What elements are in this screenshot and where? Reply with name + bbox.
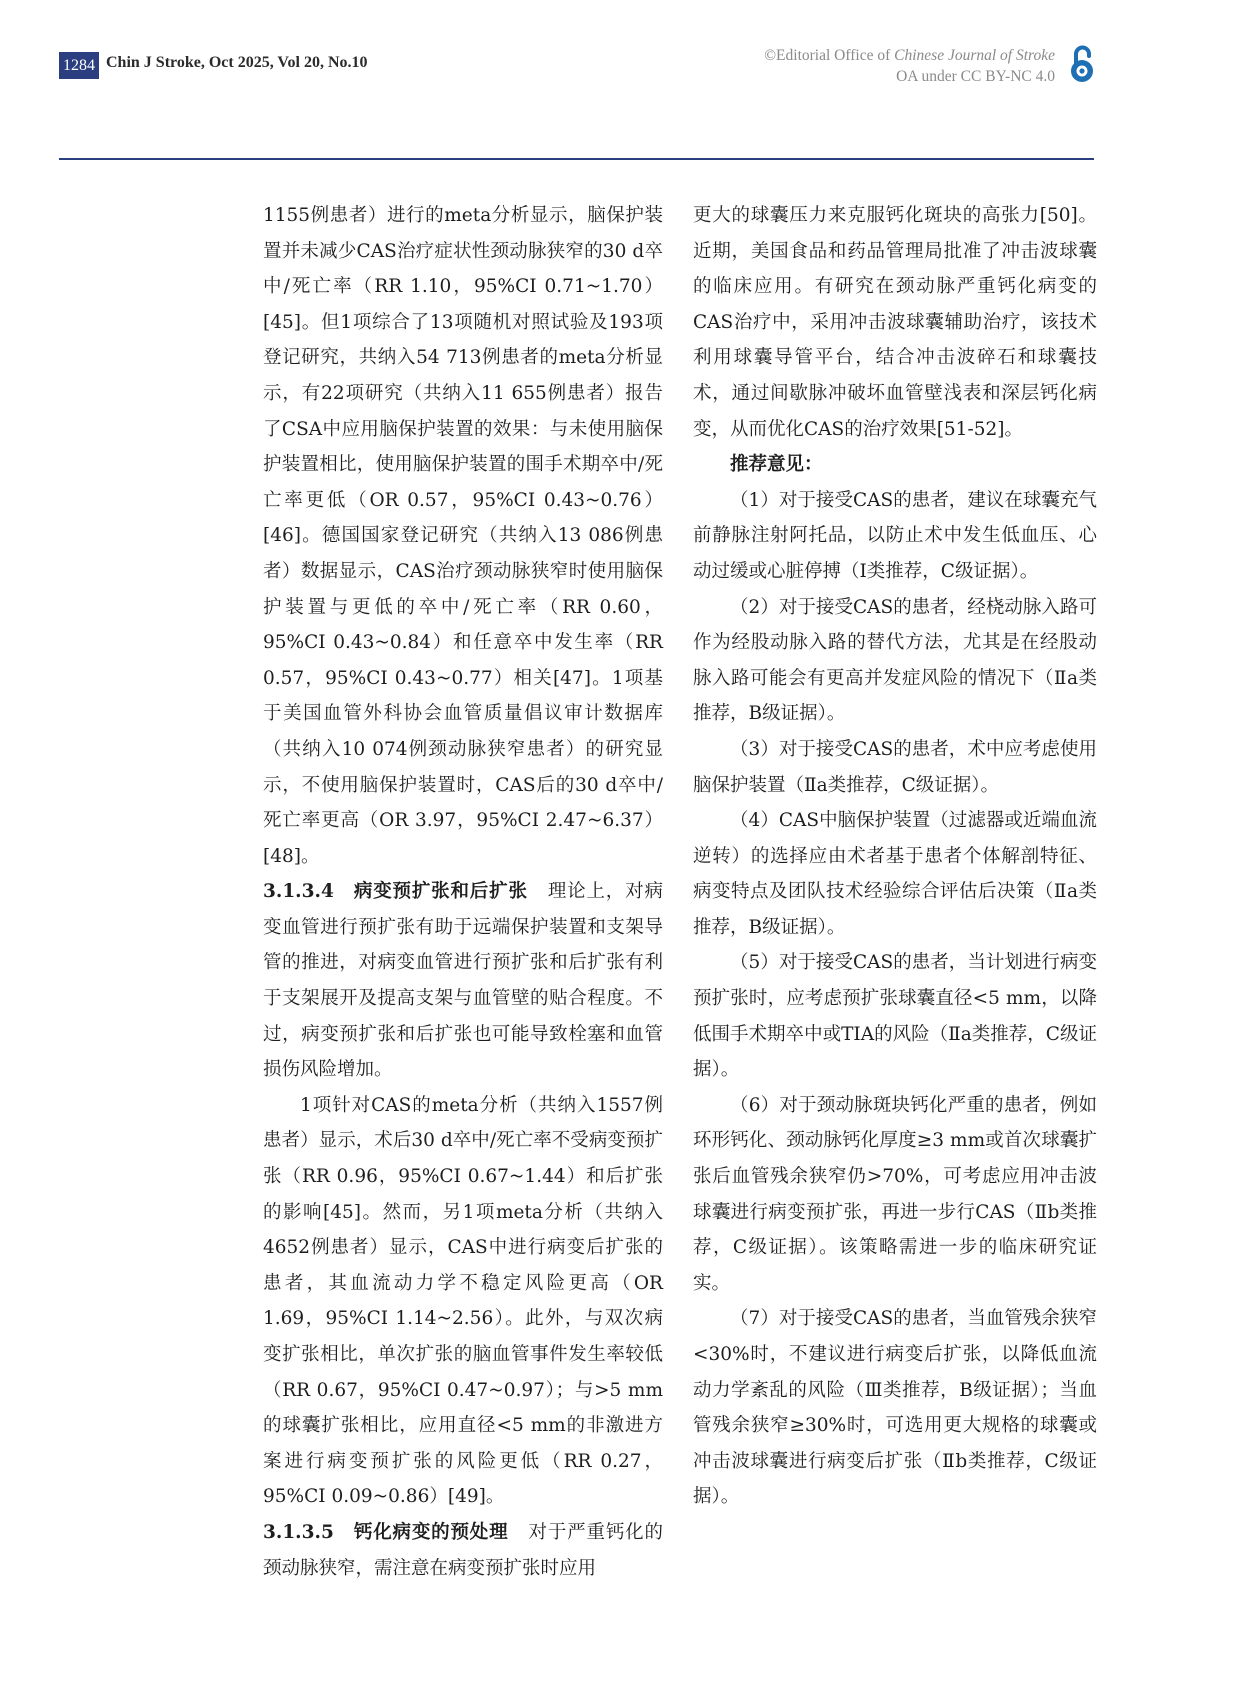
copyright-notice: [764, 45, 1055, 87]
section-text: 对于严重钙化的颈动脉狭窄，需注意在病变预扩张时应用: [263, 1521, 663, 1579]
section-3-1-3-4: [263, 874, 663, 1088]
page-number: 1284: [59, 52, 99, 79]
open-access-lock-icon: [1067, 44, 1097, 84]
license-text: OA under CC BY-NC 4.0: [896, 68, 1055, 85]
copyright-line: [764, 45, 1055, 66]
journal-reference: Chin J Stroke, Oct 2025, Vol 20, No.10: [106, 54, 368, 71]
recommendations-heading: 推荐意见：: [730, 454, 823, 476]
copyright-journal-name: Chinese Journal of Stroke: [894, 47, 1055, 64]
right-column: [693, 198, 1097, 1515]
left-column: [263, 198, 663, 1586]
section-3-1-3-5: [263, 1515, 663, 1586]
body-paragraph: 更大的球囊压力来克服钙化斑块的高张力[50]。近期，美国食品和药品管理局批准了冲击波球囊的临床应用。有研究在颈动脉严重钙化病变的CAS治疗中，采用冲击波球囊辅助治疗，该技术利用球囊导管平台，结合冲击波碎石和球囊技术，通过间歇脉冲破坏血管壁浅表和深层钙化病变，从而优化CAS的治疗效果[51-52]。: [693, 205, 1097, 440]
body-paragraph: 1155例患者）进行的meta分析显示，脑保护装置并未减少CAS治疗症状性颈动脉狭窄的30 d卒中/死亡率（RR 1.10，95%CI 0.71~1.70）[45]。但1项综合了13项随机对照试验及193项登记研究，共纳入54 713例患者的meta分析显示，有22项研究（共纳入11 655例患者）报告了CSA中应用脑保护装置的效果：与未使用脑保护装置相比，使用脑保护装置的围手术期卒中/死亡率更低（OR 0.57，95%CI 0.43~0.76）[46]。德国国家登记研究（共纳入13 086例患者）数据显示，CAS治疗颈动脉狭窄时使用脑保护装置与更低的卒中/死亡率（RR 0.60，95%CI 0.43~0.84）和任意卒中发生率（RR 0.57，95%CI 0.43~0.77）相关[47]。1项基于美国血管外科协会血管质量倡议审计数据库（共纳入10 074例颈动脉狭窄患者）的研究显示，不使用脑保护装置时，CAS后的30 d卒中/死亡率更高（OR 3.97，95%CI 2.47~6.37）[48]。: [263, 205, 663, 867]
section-title: 病变预扩张和后扩张: [353, 881, 528, 903]
recommendation-item: （4）CAS中脑保护装置（过滤器或近端血流逆转）的选择应由术者基于患者个体解剖特征、病变特点及团队技术经验综合评估后决策（Ⅱa类推荐，B级证据）。: [693, 810, 1097, 938]
body-paragraph: 1项针对CAS的meta分析（共纳入1557例患者）显示，术后30 d卒中/死亡率不受病变预扩张（RR 0.96，95%CI 0.67~1.44）和后扩张的影响[45]。然而，另1项meta分析（共纳入4652例患者）显示，CAS中进行病变后扩张的患者，其血流动力学不稳定风险更高（OR 1.69，95%CI 1.14~2.56）。此外，与双次病变扩张相比，单次扩张的脑血管事件发生率较低（RR 0.67，95%CI 0.47~0.97）；与>5 mm的球囊扩张相比，应用直径<5 mm的非激进方案进行病变预扩张的风险更低（RR 0.27，95%CI 0.09~0.86）[49]。: [263, 1094, 663, 1508]
recommendation-item: （6）对于颈动脉斑块钙化严重的患者，例如环形钙化、颈动脉钙化厚度≥3 mm或首次球囊扩张后血管残余狭窄仍>70%，可考虑应用冲击波球囊进行病变预扩张，再进一步行CAS（Ⅱb类推荐，C级证据）。该策略需进一步的临床研究证实。: [693, 1094, 1097, 1294]
section-number: 3.1.3.4: [263, 881, 334, 903]
recommendation-item: （5）对于接受CAS的患者，当计划进行病变预扩张时，应考虑预扩张球囊直径<5 mm，以降低围手术期卒中或TIA的风险（Ⅱa类推荐，C级证据）。: [693, 952, 1097, 1081]
section-text: 理论上，对病变血管进行预扩张有助于远端保护装置和支架导管的推进，对病变血管进行预扩张和后扩张有利于支架展开及提高支架与血管壁的贴合程度。不过，病变预扩张和后扩张也可能导致栓塞和血管损伤风险增加。: [263, 881, 663, 1081]
recommendation-item: （7）对于接受CAS的患者，当血管残余狭窄<30%时，不建议进行病变后扩张，以降低血流动力学紊乱的风险（Ⅲ类推荐，B级证据）；当血管残余狭窄≥30%时，可选用更大规格的球囊或冲击波球囊进行病变后扩张（Ⅱb类推荐，C级证据）。: [693, 1308, 1097, 1508]
section-title: 钙化病变的预处理: [353, 1521, 509, 1543]
header-rule: [59, 158, 1094, 160]
recommendation-item: （2）对于接受CAS的患者，经桡动脉入路可作为经股动脉入路的替代方法，尤其是在经股动脉入路可能会有更高并发症风险的情况下（Ⅱa类推荐，B级证据）。: [693, 596, 1097, 725]
section-number: 3.1.3.5: [263, 1521, 334, 1543]
copyright-prefix: ©Editorial Office of: [764, 47, 895, 64]
recommendation-item: （1）对于接受CAS的患者，建议在球囊充气前静脉注射阿托品，以防止术中发生低血压、心动过缓或心脏停搏（Ⅰ类推荐，C级证据）。: [693, 489, 1097, 582]
recommendation-item: （3）对于接受CAS的患者，术中应考虑使用脑保护装置（Ⅱa类推荐，C级证据）。: [693, 738, 1097, 796]
